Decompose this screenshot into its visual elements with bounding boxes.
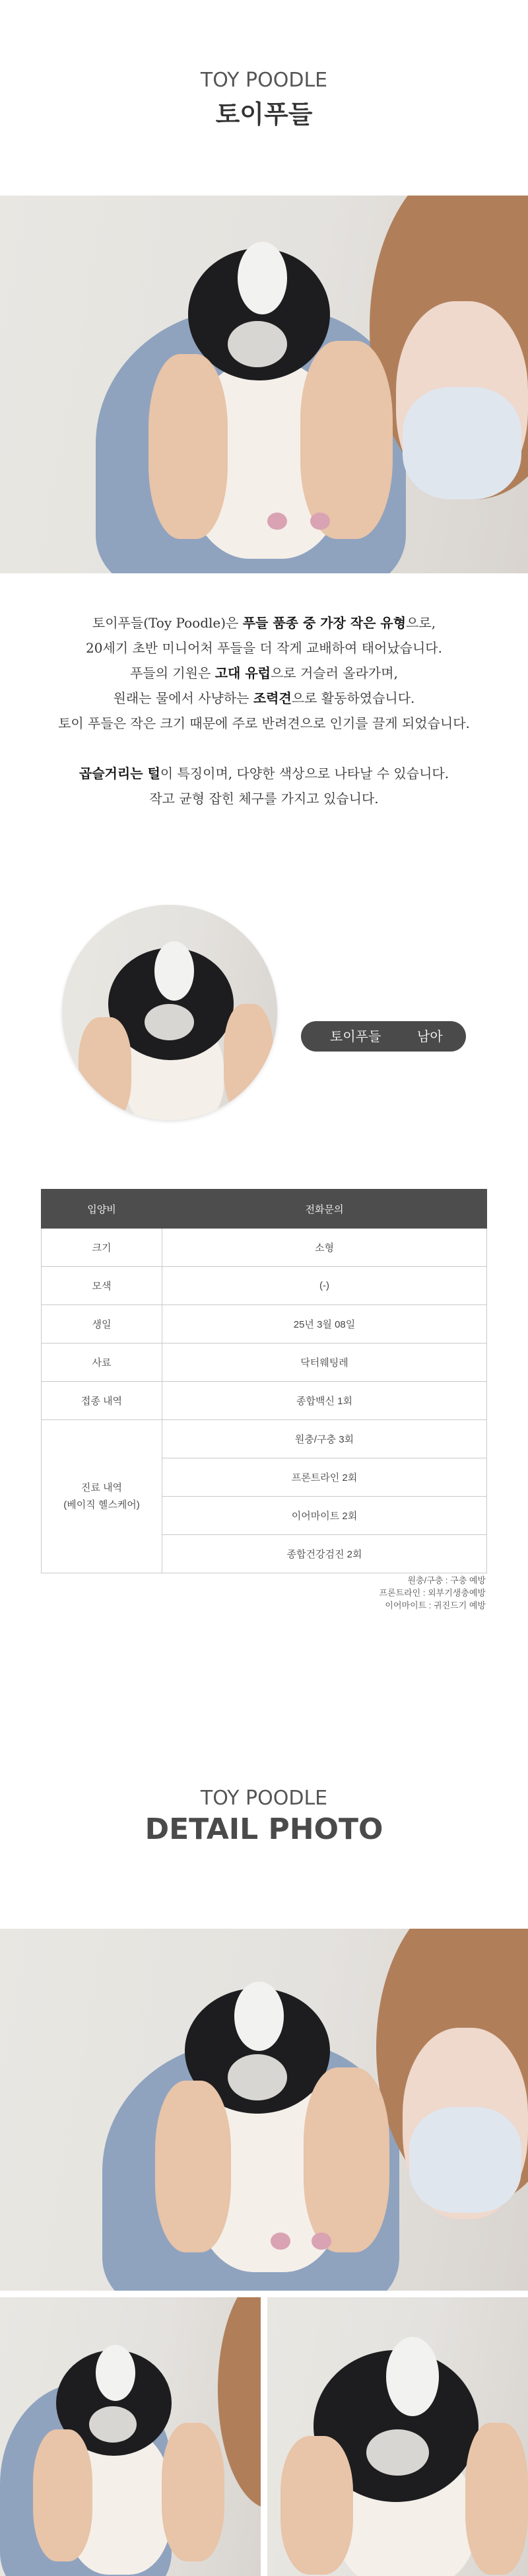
treatment-label [42, 1420, 162, 1573]
table-row [42, 1305, 487, 1343]
intro-line-1: 토이푸들(Toy Poodle)은 푸들 품종 중 가장 작은 유형으로, [92, 615, 436, 631]
row-label: 크기 [42, 1229, 162, 1267]
intro-line-3: 푸들의 기원은 고대 유럽으로 거슬러 올라가며, [130, 665, 398, 681]
profile-photo [62, 905, 277, 1120]
detail-eng-title: TOY POODLE [200, 1787, 328, 1810]
row-label: 사료 [42, 1343, 162, 1382]
row-value: 25년 3월 08일 [162, 1305, 487, 1343]
table-row [42, 1267, 487, 1305]
row-label: 생일 [42, 1305, 162, 1343]
treatment-value: 원충/구충 3회 [162, 1420, 487, 1458]
note-line: 프론트라인 : 외부기생충예방 [379, 1588, 486, 1598]
intro-line-2: 20세기 초반 미니어처 푸들을 더 작게 교배하여 태어났습니다. [86, 640, 442, 656]
table-row [42, 1229, 487, 1267]
table-header-row [42, 1190, 487, 1229]
notes [379, 1574, 486, 1612]
table-header-right: 전화문의 [162, 1190, 487, 1229]
table-header-left: 입양비 [42, 1190, 162, 1229]
row-label: 접종 내역 [42, 1382, 162, 1420]
row-value: 소형 [162, 1229, 487, 1267]
info-table [41, 1189, 487, 1573]
treatment-value: 종합건강검진 2회 [162, 1535, 487, 1573]
table-row [42, 1343, 487, 1382]
treatment-label-1: 진료 내역 [81, 1482, 123, 1493]
row-value: 닥터웨팅레 [162, 1343, 487, 1382]
treatment-label-2: (베이직 헬스케어) [63, 1499, 140, 1511]
treatment-value: 이어마이트 2회 [162, 1497, 487, 1535]
header-eng-title: TOY POODLE [200, 69, 328, 92]
intro-text [0, 610, 528, 811]
intro-line-4: 원래는 물에서 사냥하는 조력견으로 활동하였습니다. [113, 690, 415, 706]
table-row [42, 1420, 487, 1458]
note-line: 원충/구충 : 구충 예방 [407, 1575, 486, 1585]
row-value: (-) [162, 1267, 487, 1305]
detail-photo-left [0, 2297, 261, 2576]
intro-line-7: 작고 균형 잡힌 체구를 가지고 있습니다. [149, 791, 379, 806]
intro-line-5: 토이 푸들은 작은 크기 때문에 주로 반려견으로 인기를 끌게 되었습니다. [58, 715, 470, 731]
note-line: 이어마이트 : 귀진드기 예방 [385, 1600, 486, 1610]
breed-badge [301, 1021, 466, 1052]
detail-photo-right [267, 2297, 528, 2576]
table-row [42, 1382, 487, 1420]
treatment-value: 프론트라인 2회 [162, 1458, 487, 1497]
badge-breed: 토이푸들 [330, 1028, 381, 1044]
detail-photo-large [0, 1929, 528, 2291]
hero-photo [0, 196, 528, 573]
detail-title: DETAIL PHOTO [145, 1812, 383, 1846]
badge-sex: 남아 [417, 1028, 443, 1044]
row-label: 모색 [42, 1267, 162, 1305]
row-value: 종합백신 1회 [162, 1382, 487, 1420]
header-kor-title: 토이푸들 [215, 100, 313, 129]
intro-line-6: 곱슬거리는 털이 특징이며, 다양한 색상으로 나타날 수 있습니다. [79, 766, 449, 781]
